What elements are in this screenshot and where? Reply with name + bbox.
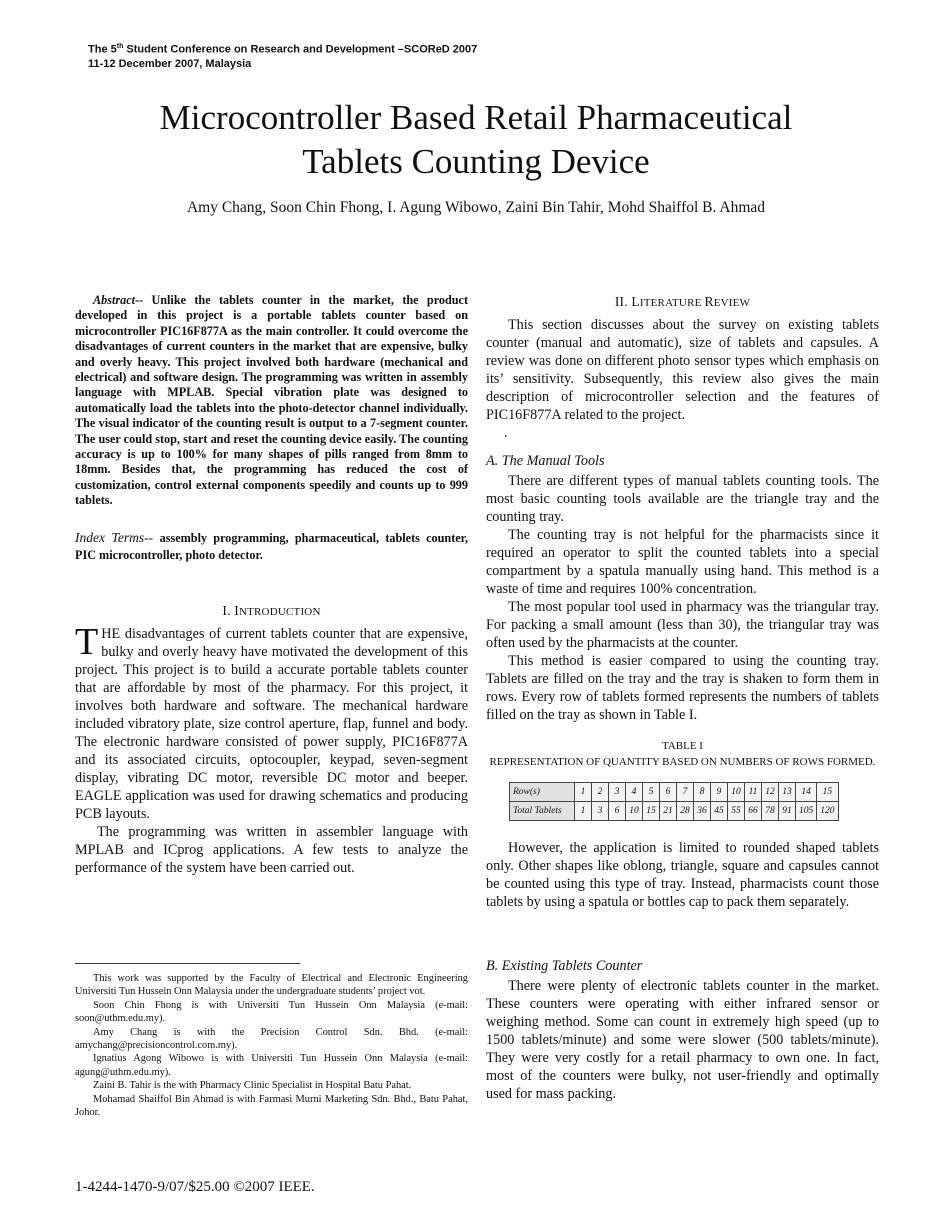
table-cell: 11 — [745, 783, 762, 802]
intro-paragraph-1 — [75, 620, 468, 823]
abstract-dashes: -- — [134, 293, 152, 307]
table-row-header: Row(s) — [510, 783, 575, 802]
footnote-author: Amy Chang is with the Precision Control Sdn. Bhd. (e-mail: amychang@precisioncontrol.com.my). — [75, 1026, 468, 1052]
table-cell: 10 — [728, 783, 745, 802]
table-label: TABLE I — [662, 740, 703, 752]
conference-date: 11-12 December 2007, Malaysia — [88, 57, 252, 70]
manual-tools-paragraph-3: The most popular tool used in pharmacy was the triangular tray. For packing a small amount (less than 30), the triangular tray was often used by the pharmacists at the counter. — [486, 599, 879, 651]
author-list: Amy Chang, Soon Chin Fhong, I. Agung Wibowo, Zaini Bin Tahir, Mohd Shaiffol B. Ahmad — [186, 199, 766, 216]
section-heading-initial: R — [704, 294, 714, 309]
table-cell: 7 — [677, 783, 694, 802]
table-cell: 15 — [643, 802, 660, 821]
table-row — [510, 783, 839, 802]
table-cell: 91 — [779, 802, 796, 821]
table-cell: 28 — [677, 802, 694, 821]
section-heading-rest: ITERATURE — [639, 297, 705, 309]
table-cell: 13 — [779, 783, 796, 802]
manual-tools-paragraph-2: The counting tray is not helpful for the pharmacists since it required an operator to split the counted tablets into a special compartment by a spatula manually using hand. This method is a waste of time and requires 100% concentration. — [486, 527, 879, 597]
table-cell: 3 — [592, 802, 609, 821]
index-terms — [75, 529, 468, 564]
subsection-heading-manual-tools: A. The Manual Tools — [486, 453, 605, 469]
table-cell: 21 — [660, 802, 677, 821]
section-number: I. — [222, 602, 235, 618]
subsection-heading-existing-counter: B. Existing Tablets Counter — [486, 958, 643, 974]
table-cell: 2 — [592, 783, 609, 802]
footnote-funding: This work was supported by the Faculty of Electrical and Electronic Engineering Universiti Tun Hussein Onn Malaysia under the undergraduate students’ project vot. — [75, 973, 468, 998]
table-cell: 5 — [643, 783, 660, 802]
abstract — [75, 293, 468, 509]
section-heading-rest: EVIEW — [713, 297, 751, 309]
conference-line-1 — [88, 40, 477, 57]
right-column — [486, 293, 879, 1103]
section-heading-initial: L — [631, 294, 640, 309]
footnote-author: Ignatius Agong Wibowo is with Universiti Tun Hussein Onn Malaysia (e-mail: agung@uthm.edu.my). — [75, 1053, 468, 1078]
table-row-header: Total Tablets — [510, 802, 575, 821]
after-table-paragraph: However, the application is limited to rounded shaped tablets only. Other shapes like oblong, triangle, square and capsules cannot be counted using this type of tray. Instead, pharmacists count those tablets by using a spatula or bottles cap to pack them separately. — [486, 840, 879, 910]
existing-counter-paragraph: There were plenty of electronic tablets counter in the market. These counters were operating with either infrared sensor or weighing method. Some can count in extremely high speed (up to 1500 tablets/minute) and some were slower (500 tablets/minute). They were very costly for a retail pharmacy to own one. In fact, most of the counters were bulky, not user-friendly and optimally used for mass packing. — [486, 978, 879, 1102]
table-cell: 78 — [762, 802, 779, 821]
paper-title-line-1: Microcontroller Based Retail Pharmaceutical — [159, 98, 793, 137]
conference-header — [88, 40, 477, 71]
table-cell: 105 — [796, 802, 817, 821]
table-cell: 4 — [626, 783, 643, 802]
table-cell: 12 — [762, 783, 779, 802]
literature-paragraph-1: This section discusses about the survey on existing tablets counter (manual and automatic), size of tablets and capsules. A review was done on different photo sensor types which emphasis on its’ sensitivity. Subsequently, this review also gives the main description of microcontroller selection and the features of PIC16F877A related to the project. — [486, 317, 879, 423]
paper-title — [0, 96, 952, 184]
table-cell: 6 — [609, 802, 626, 821]
table-cell: 45 — [711, 802, 728, 821]
manual-tools-paragraph-4: This method is easier compared to using the counting tray. Tablets are filled on the tray and the tray is shaken to form them in rows. Every row of tablets formed represents the numbers of tablets filled on the tray as shown in Table I. — [486, 653, 879, 723]
table-cell: 3 — [609, 783, 626, 802]
footnote-author: Zaini B. Tahir is the with Pharmacy Clinic Specialist in Hospital Batu Pahat. — [93, 1080, 412, 1092]
table-cell: 15 — [817, 783, 838, 802]
stray-dot: . — [504, 425, 508, 441]
table-cell: 66 — [745, 802, 762, 821]
copyright-notice: 1-4244-1470-9/07/$25.00 ©2007 IEEE. — [75, 1179, 315, 1195]
table-caption — [486, 738, 879, 770]
table-cell: 36 — [694, 802, 711, 821]
table-title: REPRESENTATION OF QUANTITY BASED ON NUMBERS OF ROWS FORMED. — [489, 756, 876, 768]
footnotes — [75, 972, 468, 1119]
section-heading-introduction — [75, 602, 468, 621]
conference-name-prefix: The 5 — [88, 43, 117, 56]
table-cell: 10 — [626, 802, 643, 821]
table-cell: 9 — [711, 783, 728, 802]
footnote-author: Mohamad Shaiffol Bin Ahmad is with Farmasi Murni Marketing Sdn. Bhd., Batu Pahat, Johor. — [75, 1093, 468, 1119]
table-cell: 1 — [575, 783, 592, 802]
section-heading-literature-review — [486, 293, 879, 312]
index-terms-text: assembly programming, pharmaceutical, tablets counter, PIC microcontroller, photo detector. — [75, 530, 468, 562]
table-cell: 120 — [817, 802, 838, 821]
conference-ordinal: th — [116, 43, 124, 50]
table-cell: 1 — [575, 802, 592, 821]
section-number: II. — [614, 294, 632, 309]
conference-name: Student Conference on Research and Development –SCOReD 2007 — [123, 43, 478, 56]
manual-tools-paragraph-1: There are different types of manual tablets counting tools. The most basic counting tools available are the triangle tray and the counting tray. — [486, 473, 879, 525]
index-terms-label: Index Terms-- — [75, 529, 160, 545]
footnote-divider — [75, 963, 300, 964]
footnote-author: Soon Chin Fhong is with Universiti Tun Hussein Onn Malaysia (e-mail: soon@uthm.edu.my). — [75, 999, 468, 1025]
table-cell: 8 — [694, 783, 711, 802]
left-column — [75, 293, 468, 877]
rows-table — [509, 782, 839, 821]
table-row — [510, 802, 839, 821]
section-heading-initial: I — [234, 602, 239, 618]
abstract-text: Unlike the tablets counter in the market, the product developed in this project is a portable tablets counter based on microcontroller PIC16F877A as the main controller. It could overcome the disadvantages of current counters in the market that are expensive, bulky and overly heavy. This project involved both hardware (mechanical and electrical) and software design. The programming was written in assembly language with MPLAB. Special vibration plate was designed to automatically load the tablets into the photo-detector channel individually. The visual indicator of the counting result is output to a 7-segment counter. The user could stop, start and reset the counting device easily. The counting accuracy is up to 100% for many shapes of pills ranged from 8mm to 18mm. Besides that, the programming has reduced the cost of customization, control external components speedily and counts up to 999 tablets. — [75, 293, 469, 508]
section-heading-rest: NTRODUCTION — [238, 605, 321, 618]
table-cell: 14 — [796, 783, 817, 802]
drop-cap: T — [75, 620, 99, 663]
intro-paragraph-2: The programming was written in assembler language with MPLAB and ICprog applications. A few tests to analyze the performance of the system have been carried out. — [75, 823, 468, 876]
table-cell: 6 — [660, 783, 677, 802]
intro-paragraph-1-text: HE disadvantages of current tablets counter that are expensive, bulky and overly heavy have motivated the development of this project. This project is to build a accurate portable tablets counter that are affordable by most of the pharmacy. For this project, it involves both hardware and software. The mechanical hardware included vibratory plate, size control aperture, flap, funnel and body. The electronic hardware consisted of power supply, PIC16F877A and its associated circuits, optocoupler, keypad, seven-segment display, vibrating DC motor, reversible DC motor and beeper. EAGLE application was used for drawing schematics and producing PCB layouts. — [75, 625, 468, 822]
table-cell: 55 — [728, 802, 745, 821]
paper-title-line-2: Tablets Counting Device — [302, 142, 650, 181]
abstract-label: Abstract — [93, 293, 135, 307]
